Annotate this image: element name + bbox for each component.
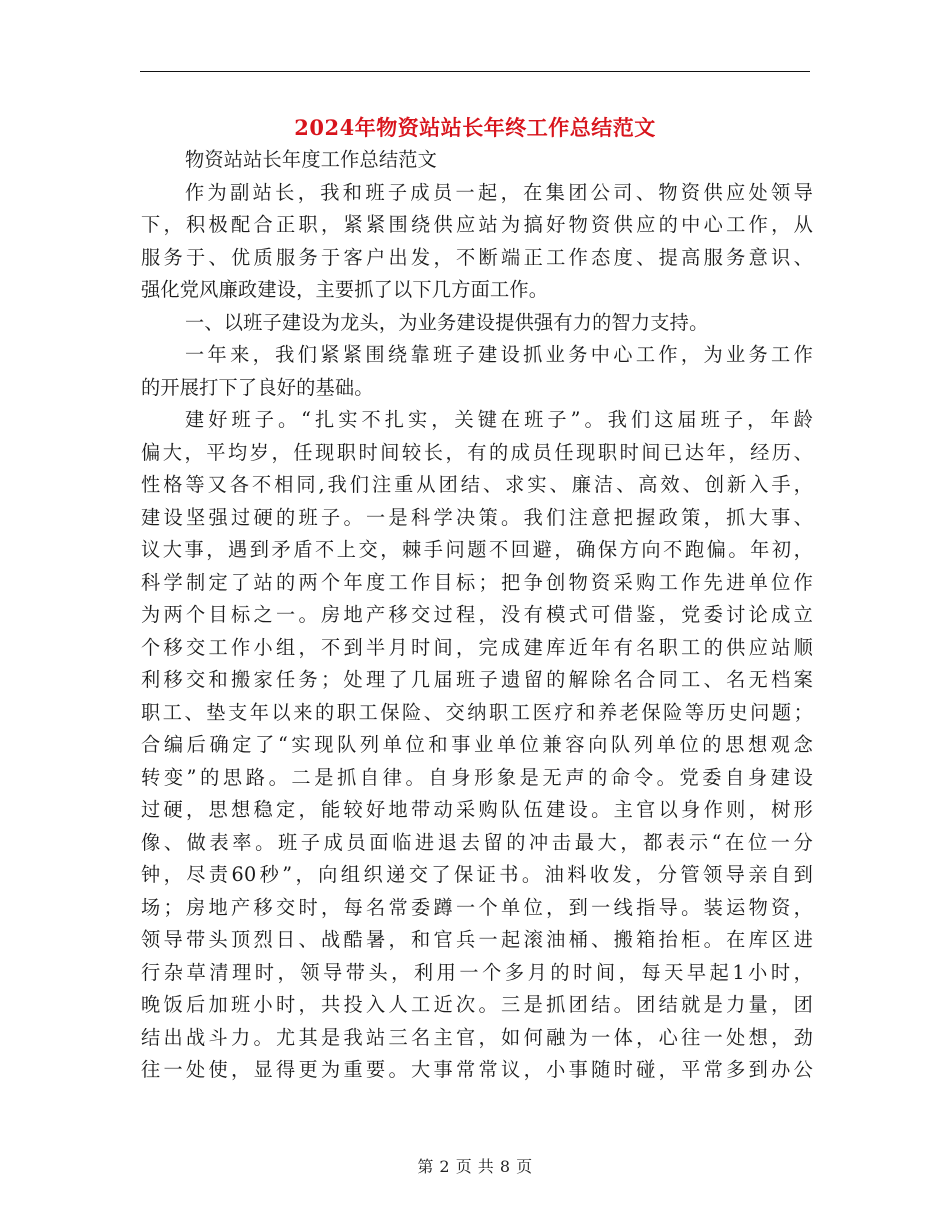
paragraph-line: 往一处使，显得更为重要。大事常常议，小事随时碰，平常多到办公 — [141, 1058, 813, 1081]
paragraph-line: 利移交和搬家任务；处理了几届班子遗留的解除名合同工、名无档案 — [141, 668, 813, 691]
paragraph-line: 为两个目标之一。房地产移交过程，没有模式可借鉴，党委讨论成立 — [141, 603, 813, 626]
page-footer: 第 2 页 共 8 页 — [417, 1157, 533, 1176]
paragraph-line: 下，积极配合正职，紧紧围绕供应站为搞好物资供应的中心工作，从 — [141, 213, 813, 236]
paragraph-line: 建设坚强过硬的班子。一是科学决策。我们注意把握政策，抓大事、 — [141, 505, 813, 529]
paragraph-line: 性格等又各不相同,我们注重从团结、求实、廉洁、高效、创新入手， — [141, 473, 813, 496]
paragraph-line: 科学制定了站的两个年度工作目标；把争创物资采购工作先进单位作 — [141, 570, 813, 594]
paragraph-line: 物资站站长年度工作总结范文 — [185, 148, 438, 171]
paragraph-line: 服务于、优质服务于客户出发，不断端正工作态度、提高服务意识、 — [141, 245, 813, 269]
document-body — [141, 144, 813, 1087]
paragraph-line: 转变”的思路。二是抓自律。自身形象是无声的命令。党委自身建设 — [141, 765, 813, 789]
paragraph-line: 强化党风廉政建设，主要抓了以下几方面工作。 — [141, 278, 549, 301]
paragraph-line: 钟，尽责60秒”，向组织递交了保证书。油料收发，分管领导亲自到 — [141, 863, 813, 886]
paragraph-line: 领导带头顶烈日、战酷暑，和官兵一起滚油桶、搬箱抬柜。在库区进 — [141, 928, 813, 951]
paragraph-line: 一年来，我们紧紧围绕靠班子建设抓业务中心工作，为业务工作 — [185, 343, 813, 366]
paragraph-line: 偏大，平均岁，任现职时间较长，有的成员任现职时间已达年，经历、 — [141, 440, 813, 464]
paragraph-line: 建好班子。“扎实不扎实，关键在班子”。我们这届班子，年龄 — [185, 408, 813, 431]
paragraph-line: 像、做表率。班子成员面临进退去留的冲击最大，都表示“在位一分 — [141, 830, 813, 854]
header-rule — [140, 71, 810, 72]
paragraph-line: 议大事，遇到矛盾不上交，棘手问题不回避，确保方向不跑偏。年初， — [141, 538, 813, 561]
document-title: 2024年物资站站长年终工作总结范文 — [294, 115, 656, 140]
paragraph-line: 晚饭后加班小时，共投入人工近次。三是抓团结。团结就是力量，团 — [141, 993, 813, 1016]
paragraph-line: 作为副站长，我和班子成员一起，在集团公司、物资供应处领导 — [185, 180, 813, 204]
paragraph-line: 职工、垫支年以来的职工保险、交纳职工医疗和养老保险等历史问题； — [141, 700, 813, 724]
paragraph-line: 个移交工作小组，不到半月时间，完成建库近年有名职工的供应站顺 — [141, 635, 813, 659]
paragraph-line: 的开展打下了良好的基础。 — [141, 375, 374, 399]
paragraph-line: 过硬，思想稳定，能较好地带动采购队伍建设。主官以身作则，树形 — [141, 798, 813, 821]
paragraph-line: 结出战斗力。尤其是我站三名主官，如何融为一体，心往一处想，劲 — [141, 1025, 813, 1049]
paragraph-line: 一、以班子建设为龙头，为业务建设提供强有力的智力支持。 — [185, 310, 709, 334]
paragraph-line: 场；房地产移交时，每名常委蹲一个单位，到一线指导。装运物资， — [141, 895, 813, 919]
paragraph-line: 合编后确定了“实现队列单位和事业单位兼容向队列单位的思想观念 — [141, 733, 813, 756]
paragraph-line: 行杂草清理时，领导带头，利用一个多月的时间，每天早起1小时， — [141, 960, 813, 984]
